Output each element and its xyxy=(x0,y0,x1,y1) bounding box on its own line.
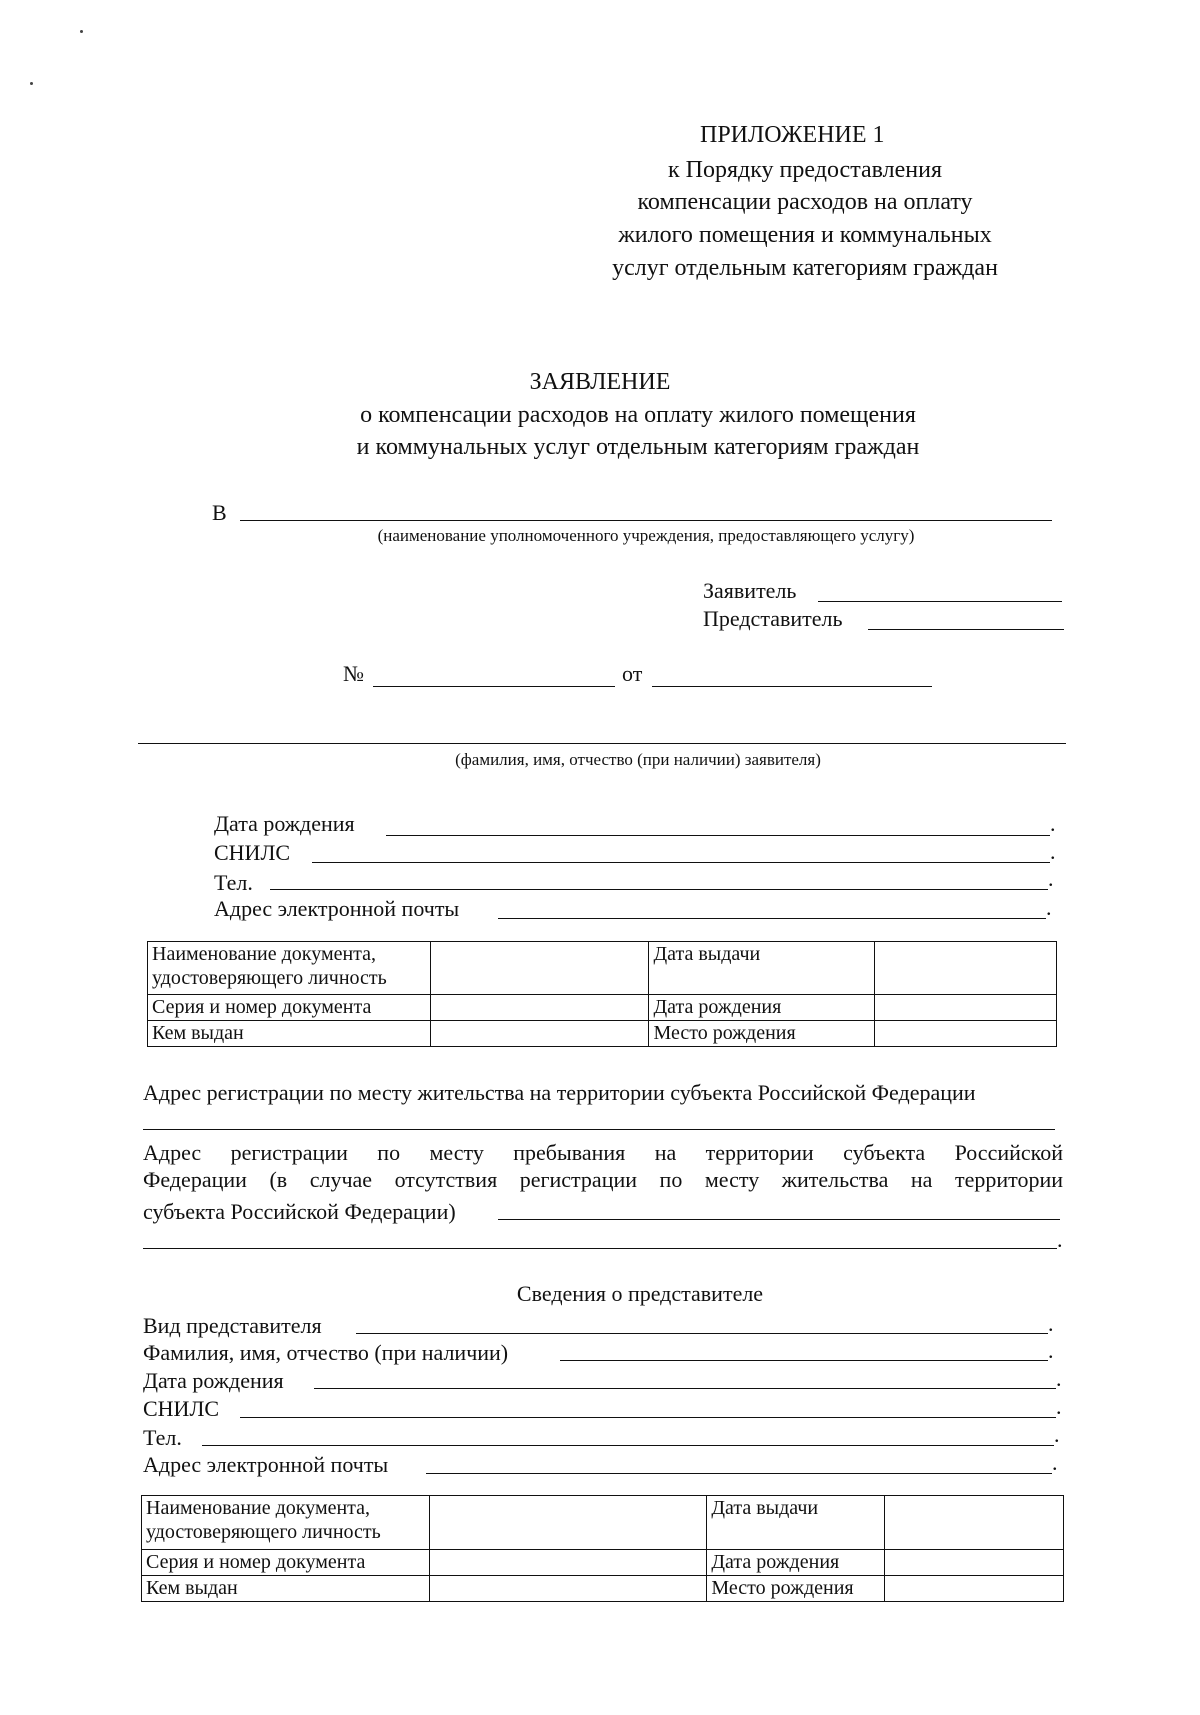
issue-date-label: Дата выдачи xyxy=(707,1496,885,1550)
series-value[interactable] xyxy=(430,995,649,1021)
birth-date-label: Дата рождения xyxy=(649,995,875,1021)
applicant-fio-field[interactable] xyxy=(138,743,1066,744)
rep-email-label: Адрес электронной почты xyxy=(143,1452,389,1477)
rep-kind-field[interactable] xyxy=(356,1333,1048,1334)
period: . xyxy=(1054,1422,1060,1447)
doc-name-value[interactable] xyxy=(429,1496,707,1550)
issue-date-label: Дата выдачи xyxy=(649,942,875,995)
scan-speck xyxy=(30,82,33,85)
period: . xyxy=(1057,1227,1063,1252)
birth-date-label: Дата рождения xyxy=(707,1550,885,1576)
residence-label: Адрес регистрации по месту жительства на территории субъекта Российской Федерации xyxy=(143,1080,976,1105)
birth-place-value[interactable] xyxy=(885,1576,1064,1602)
doc-name-line-1: Наименование документа, xyxy=(146,1497,371,1519)
applicant-label: Заявитель xyxy=(703,578,797,603)
doc-name-line-2: удостоверяющего личность xyxy=(152,967,387,989)
stay-line-2: Федерации (в случае отсутствия регистрации по месту жительства на территории xyxy=(143,1167,1063,1192)
applicant-field[interactable] xyxy=(818,601,1062,602)
rep-fio-label: Фамилия, имя, отчество (при наличии) xyxy=(143,1340,509,1365)
residence-field[interactable] xyxy=(143,1129,1055,1130)
representative-label: Представитель xyxy=(703,606,843,631)
stay-field-2[interactable] xyxy=(143,1248,1057,1249)
representative-field[interactable] xyxy=(868,629,1064,630)
institution-caption: (наименование уполномоченного учреждения, предоставляющего услугу) xyxy=(377,526,915,545)
birth-date-value[interactable] xyxy=(875,995,1057,1021)
applicant-birth-field[interactable] xyxy=(386,835,1050,836)
doc-name-label xyxy=(148,942,431,995)
applicant-email-field[interactable] xyxy=(498,918,1046,919)
rep-tel-field[interactable] xyxy=(202,1445,1054,1446)
appendix-line-3: жилого помещения и коммунальных xyxy=(618,222,992,248)
document-subtitle-1: о компенсации расходов на оплату жилого помещения xyxy=(360,402,916,428)
issued-by-value[interactable] xyxy=(430,1021,649,1047)
period: . xyxy=(1056,1394,1062,1419)
rep-fio-field[interactable] xyxy=(560,1360,1048,1361)
doc-name-value[interactable] xyxy=(430,942,649,995)
rep-snils-field[interactable] xyxy=(240,1417,1056,1418)
stay-line-1: Адрес регистрации по месту пребывания на территории субъекта Российской xyxy=(143,1140,1063,1165)
date-from-label: от xyxy=(622,661,643,686)
series-value[interactable] xyxy=(429,1550,707,1576)
institution-field[interactable] xyxy=(240,520,1052,521)
applicant-snils-label: СНИЛС xyxy=(214,840,291,865)
birth-place-label: Место рождения xyxy=(649,1021,875,1047)
stay-field-1[interactable] xyxy=(498,1219,1060,1220)
rep-kind-label: Вид представителя xyxy=(143,1313,322,1338)
doc-name-label xyxy=(142,1496,430,1550)
rep-birth-label: Дата рождения xyxy=(143,1368,284,1393)
period: . xyxy=(1048,866,1054,891)
applicant-fio-caption: (фамилия, имя, отчество (при наличии) заявителя) xyxy=(455,750,821,769)
issued-by-label: Кем выдан xyxy=(142,1576,430,1602)
issued-by-value[interactable] xyxy=(429,1576,707,1602)
issued-by-label: Кем выдан xyxy=(148,1021,431,1047)
period: . xyxy=(1048,1311,1054,1336)
number-label: № xyxy=(343,661,364,686)
rep-email-field[interactable] xyxy=(426,1473,1052,1474)
applicant-birth-label: Дата рождения xyxy=(214,811,355,836)
applicant-tel-field[interactable] xyxy=(270,889,1048,890)
series-label: Серия и номер документа xyxy=(142,1550,430,1576)
doc-name-line-2: удостоверяющего личность xyxy=(146,1521,381,1543)
period: . xyxy=(1056,1366,1062,1391)
applicant-tel-label: Тел. xyxy=(214,870,253,895)
appendix-title: ПРИЛОЖЕНИЕ 1 xyxy=(700,122,885,148)
doc-name-line-1: Наименование документа, xyxy=(152,943,377,965)
applicant-document-table xyxy=(147,941,1057,1047)
to-prefix: В xyxy=(212,500,227,525)
series-label: Серия и номер документа xyxy=(148,995,431,1021)
representative-document-table xyxy=(141,1495,1064,1602)
document-subtitle-2: и коммунальных услуг отдельным категориям граждан xyxy=(356,434,920,460)
appendix-line-1: к Порядку предоставления xyxy=(667,157,942,183)
appendix-line-2: компенсации расходов на оплату xyxy=(637,189,973,215)
rep-birth-field[interactable] xyxy=(314,1388,1056,1389)
document-title: ЗАЯВЛЕНИЕ xyxy=(529,369,671,395)
appendix-line-4: услуг отдельным категориям граждан xyxy=(612,255,998,281)
applicant-email-label: Адрес электронной почты xyxy=(214,896,460,921)
issue-date-value[interactable] xyxy=(885,1496,1064,1550)
birth-place-value[interactable] xyxy=(875,1021,1057,1047)
stay-line-3: субъекта Российской Федерации) xyxy=(143,1199,456,1224)
representative-section-title: Сведения о представителе xyxy=(516,1281,764,1306)
rep-snils-label: СНИЛС xyxy=(143,1396,220,1421)
period: . xyxy=(1046,895,1052,920)
number-field[interactable] xyxy=(373,686,615,687)
scan-speck xyxy=(80,30,83,33)
rep-tel-label: Тел. xyxy=(143,1425,182,1450)
period: . xyxy=(1052,1450,1058,1475)
date-from-field[interactable] xyxy=(652,686,932,687)
period: . xyxy=(1050,839,1056,864)
birth-place-label: Место рождения xyxy=(707,1576,885,1602)
period: . xyxy=(1048,1338,1054,1363)
applicant-snils-field[interactable] xyxy=(312,862,1050,863)
birth-date-value[interactable] xyxy=(885,1550,1064,1576)
period: . xyxy=(1050,811,1056,836)
issue-date-value[interactable] xyxy=(875,942,1057,995)
